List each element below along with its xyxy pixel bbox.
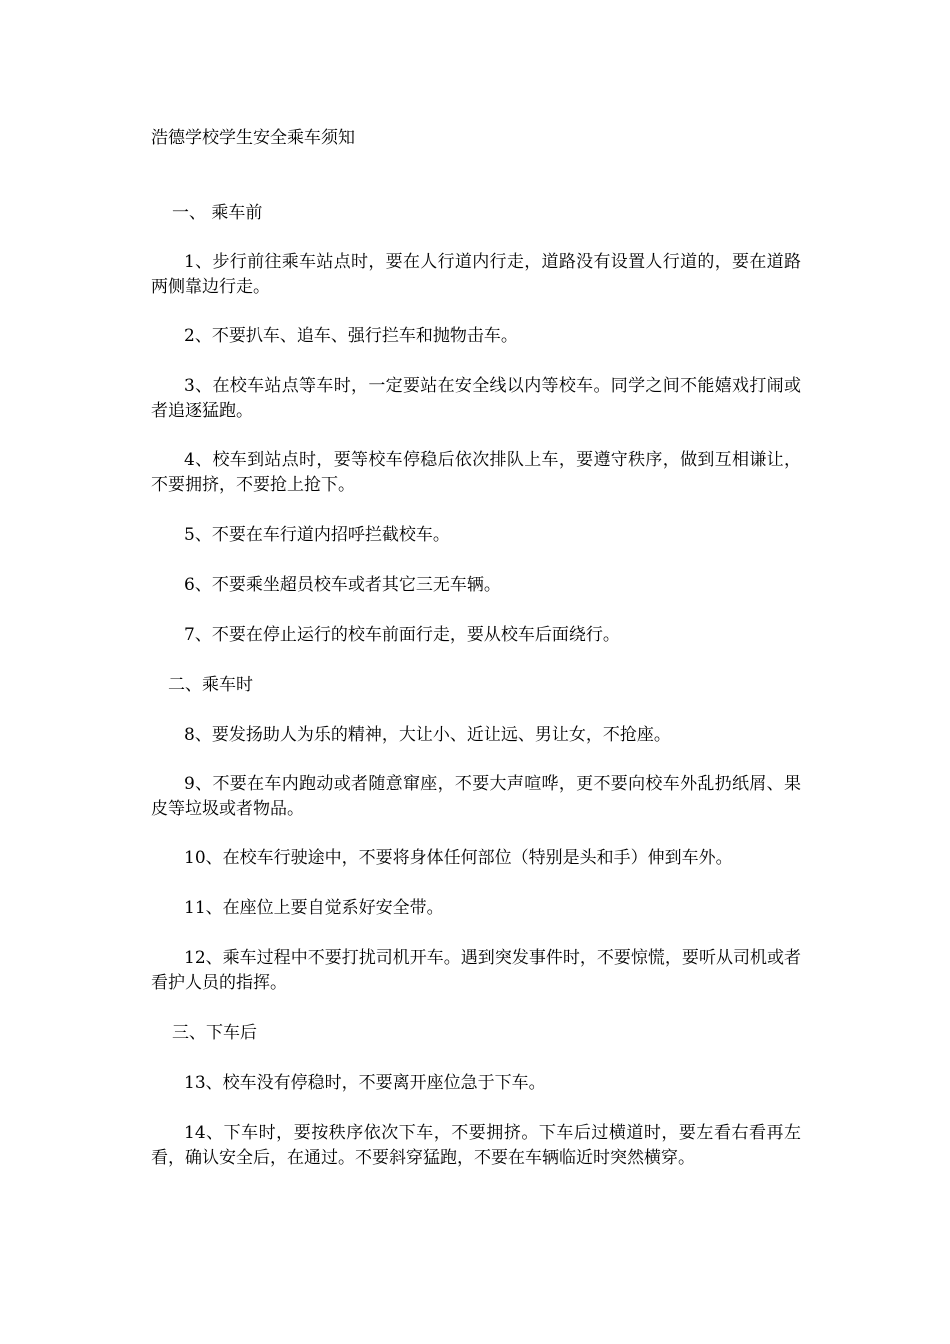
rule-item: 3、在校车站点等车时，一定要站在安全线以内等校车。同学之间不能嬉戏打闹或者追逐猛跑。	[151, 376, 801, 421]
document-title: 浩德学校学生安全乘车须知	[151, 128, 355, 148]
section-heading-during-ride: 二、乘车时	[168, 675, 253, 695]
rule-item: 9、不要在车内跑动或者随意窜座，不要大声喧哗，更不要向校车外乱扔纸屑、果皮等垃圾或者物品。	[151, 774, 801, 819]
rule-item: 6、不要乘坐超员校车或者其它三无车辆。	[184, 575, 501, 595]
section-heading-before-boarding: 一、 乘车前	[172, 203, 263, 223]
rule-item: 11、在座位上要自觉系好安全带。	[184, 898, 444, 918]
rule-item: 8、要发扬助人为乐的精神，大让小、近让远、男让女，不抢座。	[184, 725, 671, 745]
rule-item: 14、下车时，要按秩序依次下车，不要拥挤。下车后过横道时，要左看右看再左看，确认安全后，在通过。不要斜穿猛跑，不要在车辆临近时突然横穿。	[151, 1123, 801, 1168]
rule-item: 4、校车到站点时，要等校车停稳后依次排队上车，要遵守秩序，做到互相谦让，不要拥挤，不要抢上抢下。	[151, 450, 801, 495]
rule-item: 13、校车没有停稳时，不要离开座位急于下车。	[184, 1073, 546, 1093]
section-heading-after-alighting: 三、下车后	[172, 1023, 257, 1043]
rule-item: 12、乘车过程中不要打扰司机开车。遇到突发事件时，不要惊慌，要听从司机或者看护人员的指挥。	[151, 948, 801, 993]
rule-item: 2、不要扒车、追车、强行拦车和抛物击车。	[184, 326, 518, 346]
rule-item: 10、在校车行驶途中，不要将身体任何部位（特别是头和手）伸到车外。	[184, 848, 733, 868]
rule-item: 7、不要在停止运行的校车前面行走，要从校车后面绕行。	[184, 625, 620, 645]
rule-item: 1、步行前往乘车站点时，要在人行道内行走，道路没有设置人行道的，要在道路两侧靠边行走。	[151, 252, 801, 297]
rule-item: 5、不要在车行道内招呼拦截校车。	[184, 525, 450, 545]
